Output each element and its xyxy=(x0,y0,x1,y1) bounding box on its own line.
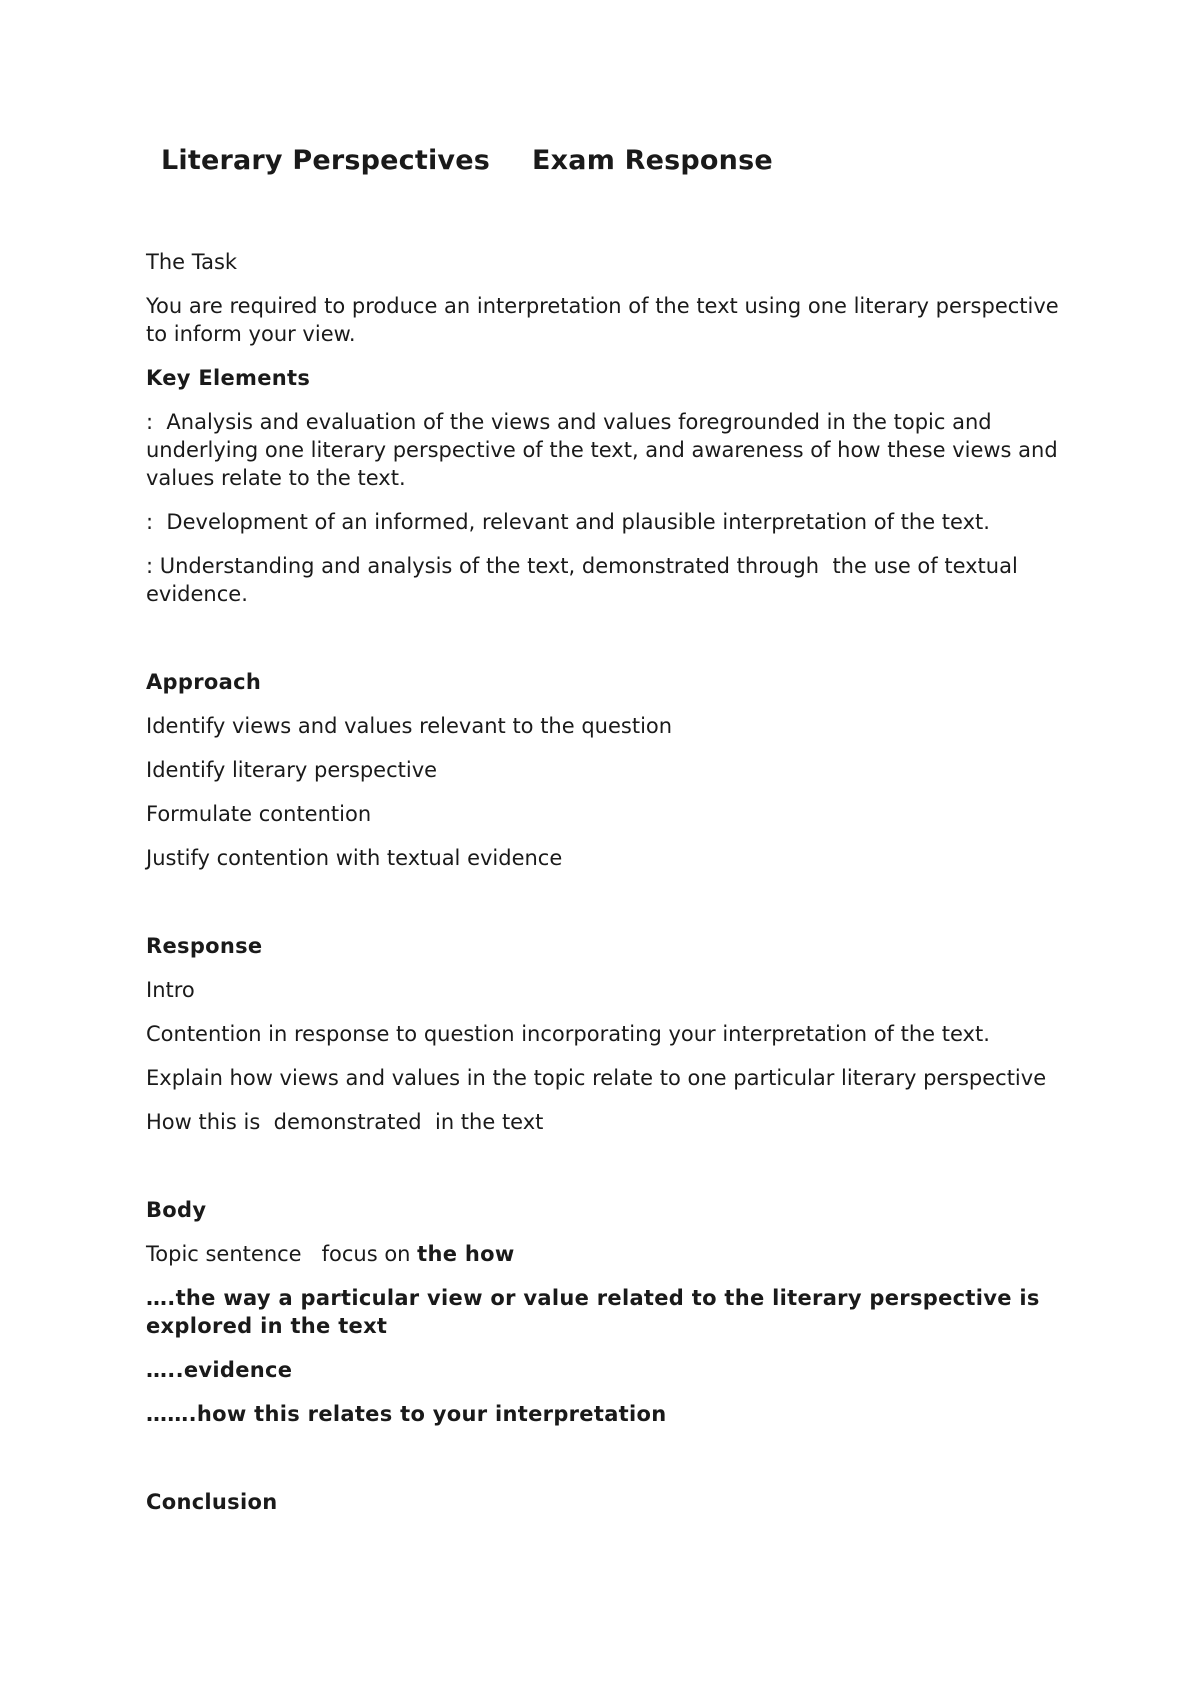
approach-heading: Approach xyxy=(146,670,262,694)
key-element-item: : Analysis and evaluation of the views and values foregrounded in the topic and underlying one literary perspective of the text, and awareness of how these views and values relate to the text. xyxy=(146,410,1065,490)
key-element-item: : Development of an informed, relevant and plausible interpretation of the text. xyxy=(146,510,990,534)
approach-item: Formulate contention xyxy=(146,802,372,826)
task-heading: The Task xyxy=(146,250,238,274)
conclusion-heading: Conclusion xyxy=(146,1490,278,1514)
body-topic-plain: Topic sentence focus on xyxy=(146,1242,418,1266)
body-item: …..evidence xyxy=(146,1358,293,1382)
body-topic-bold: the how xyxy=(417,1242,515,1266)
body-topic-sentence xyxy=(146,1240,1066,1268)
title-literary-perspectives: Literary Perspectives xyxy=(161,145,491,176)
key-element-item: : Understanding and analysis of the text, demonstrated through the use of textual evidence. xyxy=(146,554,1025,606)
task-text: You are required to produce an interpretation of the text using one literary perspective to inform your view. xyxy=(146,294,1059,346)
response-item: Explain how views and values in the topic relate to one particular literary perspective xyxy=(146,1066,1047,1090)
document-title xyxy=(161,145,773,176)
body-heading: Body xyxy=(146,1198,207,1222)
response-item: Contention in response to question incorporating your interpretation of the text. xyxy=(146,1022,990,1046)
response-item: How this is demonstrated in the text xyxy=(146,1110,544,1134)
document-content xyxy=(146,248,1066,1532)
approach-item: Identify views and values relevant to the question xyxy=(146,714,673,738)
key-elements-heading: Key Elements xyxy=(146,366,311,390)
spacer xyxy=(146,1444,1066,1488)
body-item: ….the way a particular view or value related to the literary perspective is explored in the text xyxy=(146,1286,1040,1338)
response-heading: Response xyxy=(146,934,263,958)
body-item: …….how this relates to your interpretation xyxy=(146,1402,667,1426)
approach-item: Justify contention with textual evidence xyxy=(146,846,563,870)
response-item: Intro xyxy=(146,978,195,1002)
spacer xyxy=(146,888,1066,932)
title-exam-response: Exam Response xyxy=(532,145,773,176)
approach-item: Identify literary perspective xyxy=(146,758,438,782)
spacer xyxy=(146,1152,1066,1196)
spacer xyxy=(146,624,1066,668)
